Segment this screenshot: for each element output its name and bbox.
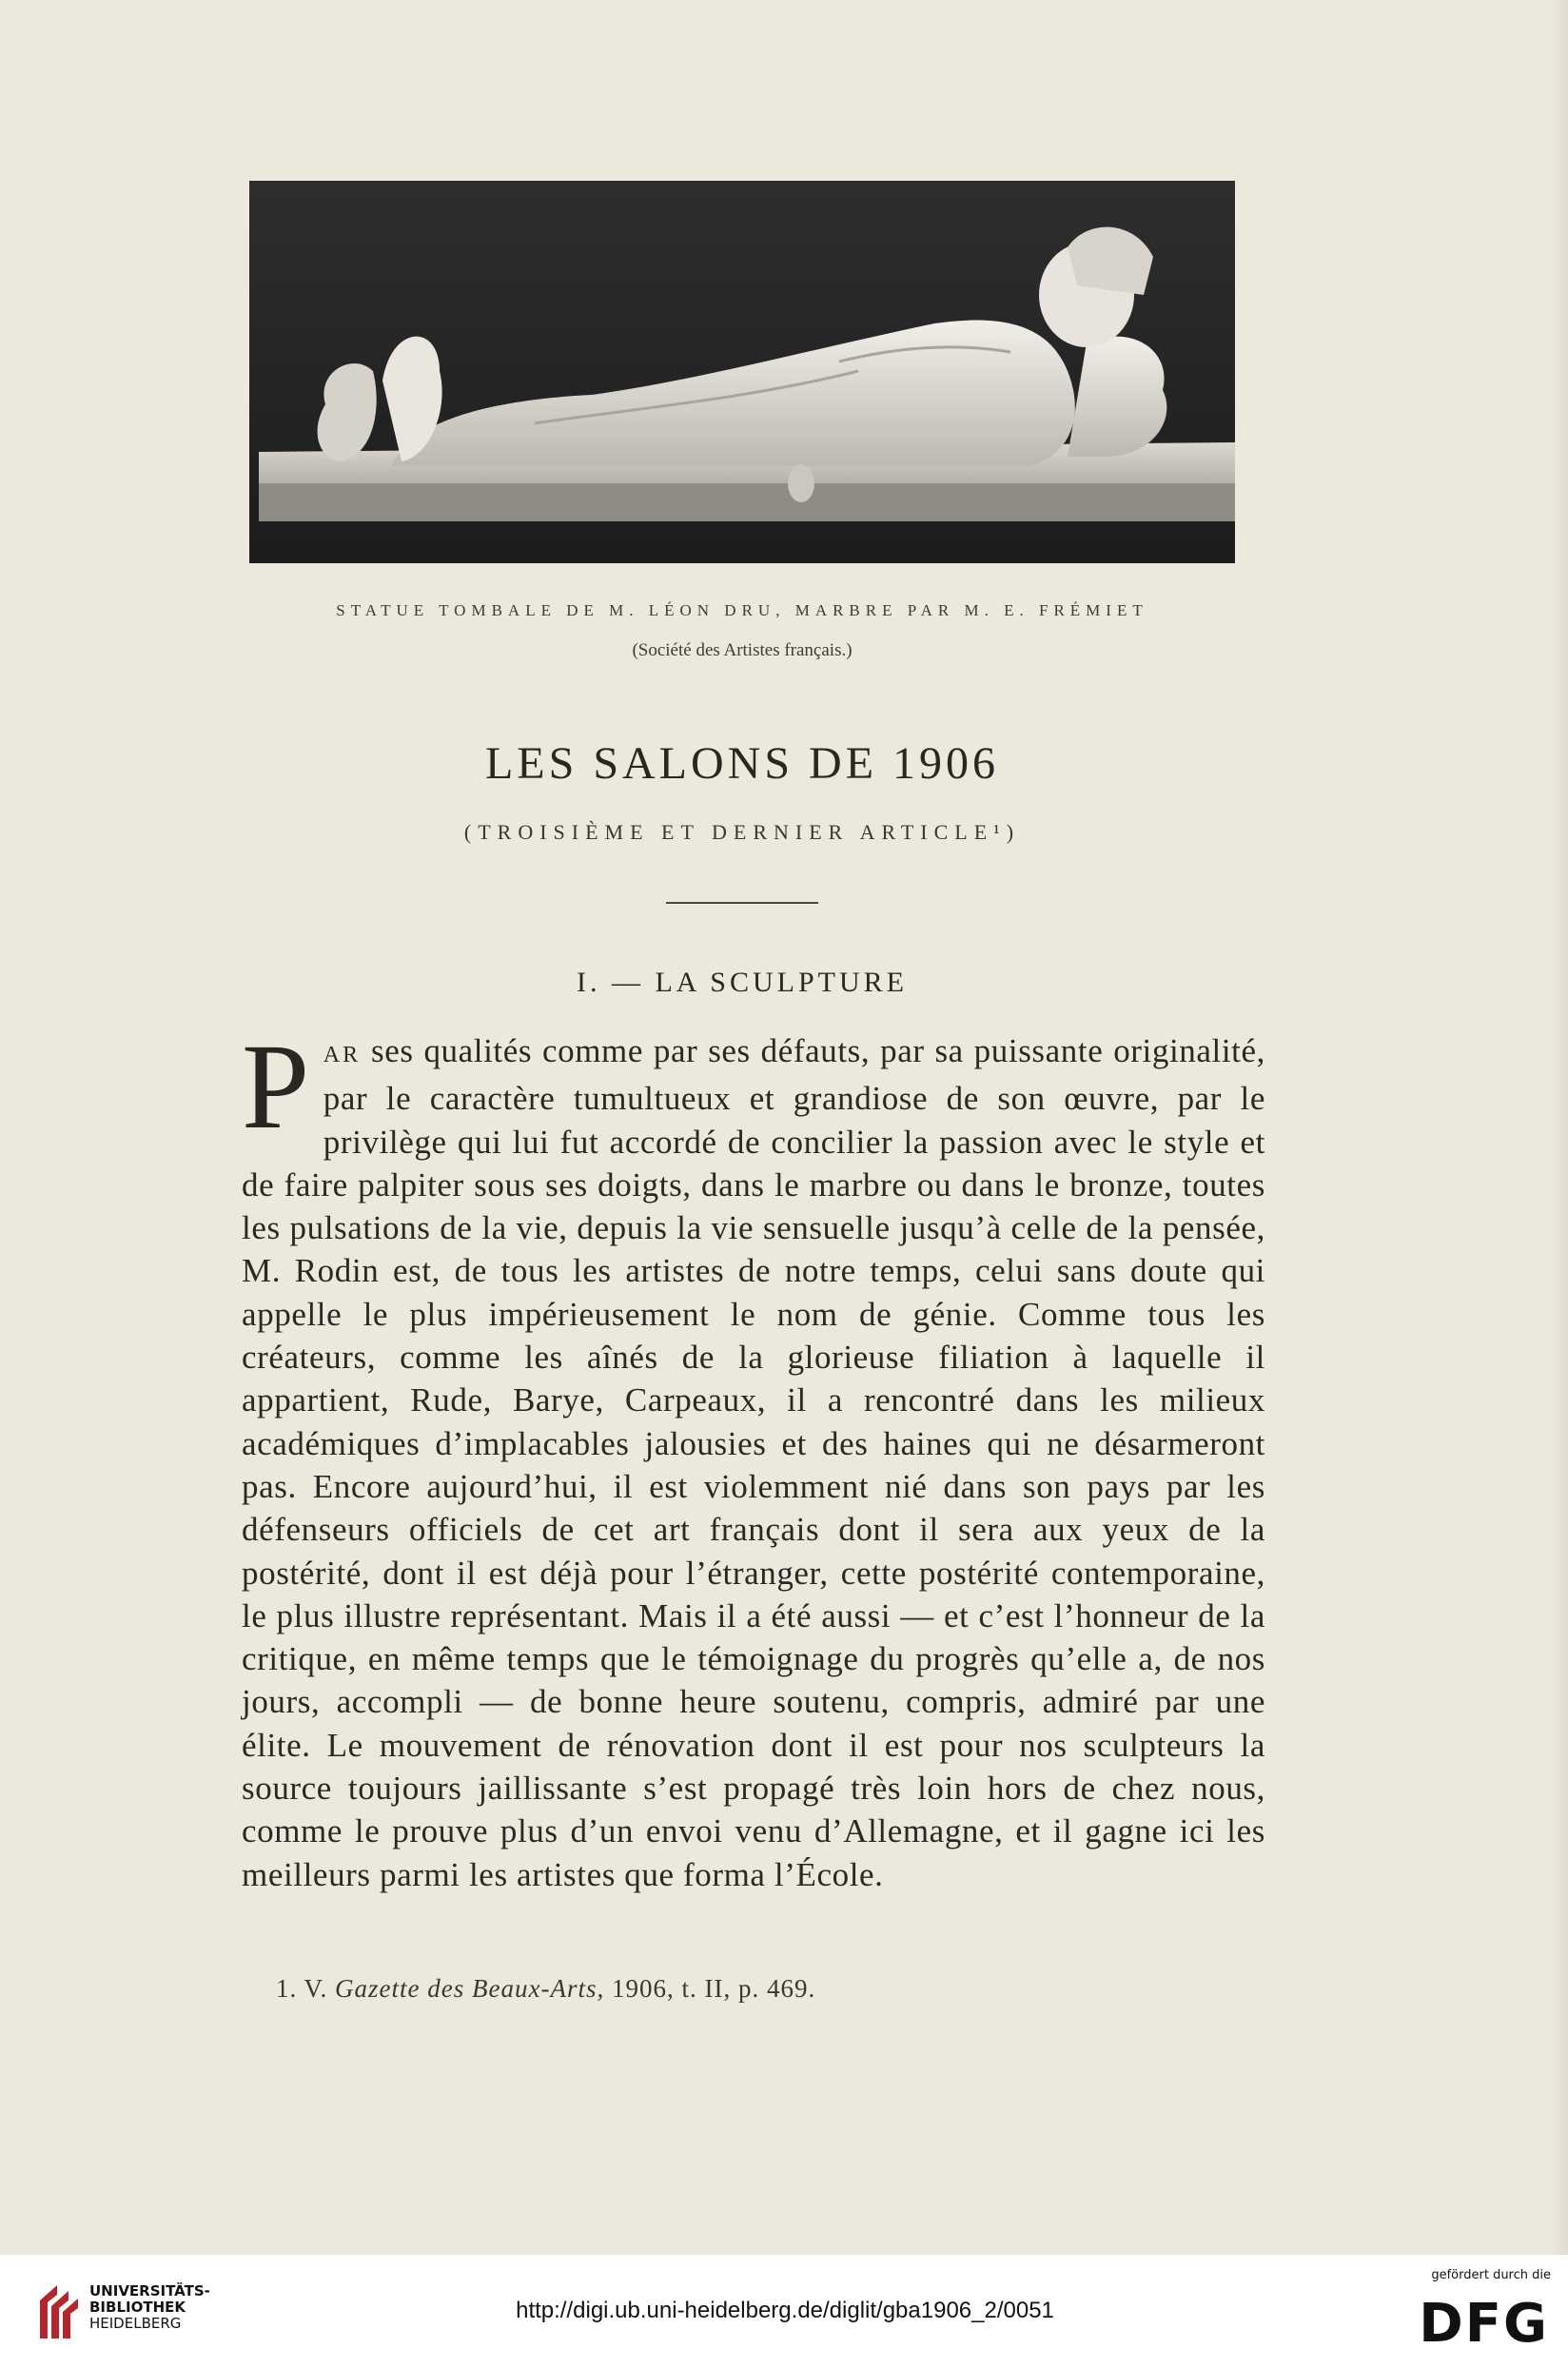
- section-heading: I. — LA SCULPTURE: [576, 967, 909, 998]
- footnote-journal: Gazette des Beaux-Arts,: [335, 1974, 605, 2003]
- footnote-suffix: 1906, t. II, p. 469.: [611, 1974, 816, 2003]
- body-paragraph: ses qualités comme par ses défauts, par sa puissante originalité, par le caractère tumultueux et grandiose de son œuvre, par le privilège qui lui fut accordé de concilier la passion avec le style et de faire palpiter sous ses doigts, dans le marbre ou dans le bronze, toutes les pulsations de la vie, depuis la vie sensuelle jusqu’à celle de la pensée, M. Rodin est, de tous les artistes de notre temps, celui sans doute qui appelle le plus impérieusement le nom de génie. Comme tous les créateurs, comme les aînés de la glorieuse filiation à laquelle il appartient, Rude, Barye, Carpeaux, il a rencontré dans les milieux académiques d’implacables jalousies et des haines qui ne désarmeront pas. Encore aujourd’hui, il est violemment nié dans son pays par les défenseurs officiels de cet art français dont il sera aux yeux de la postérité, dont il est déjà pour l’étranger, cette postérité contemporaine, le plus illustre représentant. Mais il a été aussi — et c’est l’honneur de la critique, en même temps que le témoignage du progrès qu’elle a, de nos jours, accompli — de bonne heure soutenu, compris, admiré par une élite. Le mouvement de rénovation dont il est pour nos sculpteurs la source toujours jaillissante s’est propagé très loin hors de chez nous, comme le prouve plus d’un envoi venu d’Allemagne, et il gagne ici les meilleurs parmi les artistes que forma l’École.: [242, 1032, 1265, 1893]
- university-library-logo-icon: [36, 2281, 80, 2342]
- article-title: LES SALONS DE 1906: [484, 738, 1000, 789]
- permalink-url[interactable]: http://digi.ub.uni-heidelberg.de/diglit/gba1906_2/0051: [516, 2298, 1054, 2323]
- footnote: [276, 1974, 1227, 2004]
- tomb-statue-image: [249, 181, 1235, 563]
- article-subtitle: (TROISIÈME ET DERNIER ARTICLE¹): [463, 820, 1021, 844]
- article-body: [242, 1019, 1265, 1896]
- dfg-logo: DFG: [1419, 2293, 1549, 2355]
- title-divider: [666, 902, 818, 904]
- funding-note: gefördert durch die: [1431, 2268, 1551, 2282]
- figure-caption-credit: (Société des Artistes français.): [632, 640, 853, 660]
- digitization-footer: [0, 2255, 1568, 2368]
- lead-in-small-caps: AR: [323, 1043, 362, 1067]
- sculpture-photograph: [249, 181, 1235, 563]
- page-edge-shadow: [1551, 0, 1568, 2255]
- library-name: UNIVERSITÄTS- BIBLIOTHEK HEIDELBERG: [89, 2282, 210, 2332]
- footnote-prefix: 1. V.: [276, 1974, 328, 2003]
- drop-cap: P: [242, 1019, 310, 1154]
- figure-caption: STATUE TOMBALE DE M. LÉON DRU, MARBRE PAR M. E. FRÉMIET: [336, 601, 1148, 619]
